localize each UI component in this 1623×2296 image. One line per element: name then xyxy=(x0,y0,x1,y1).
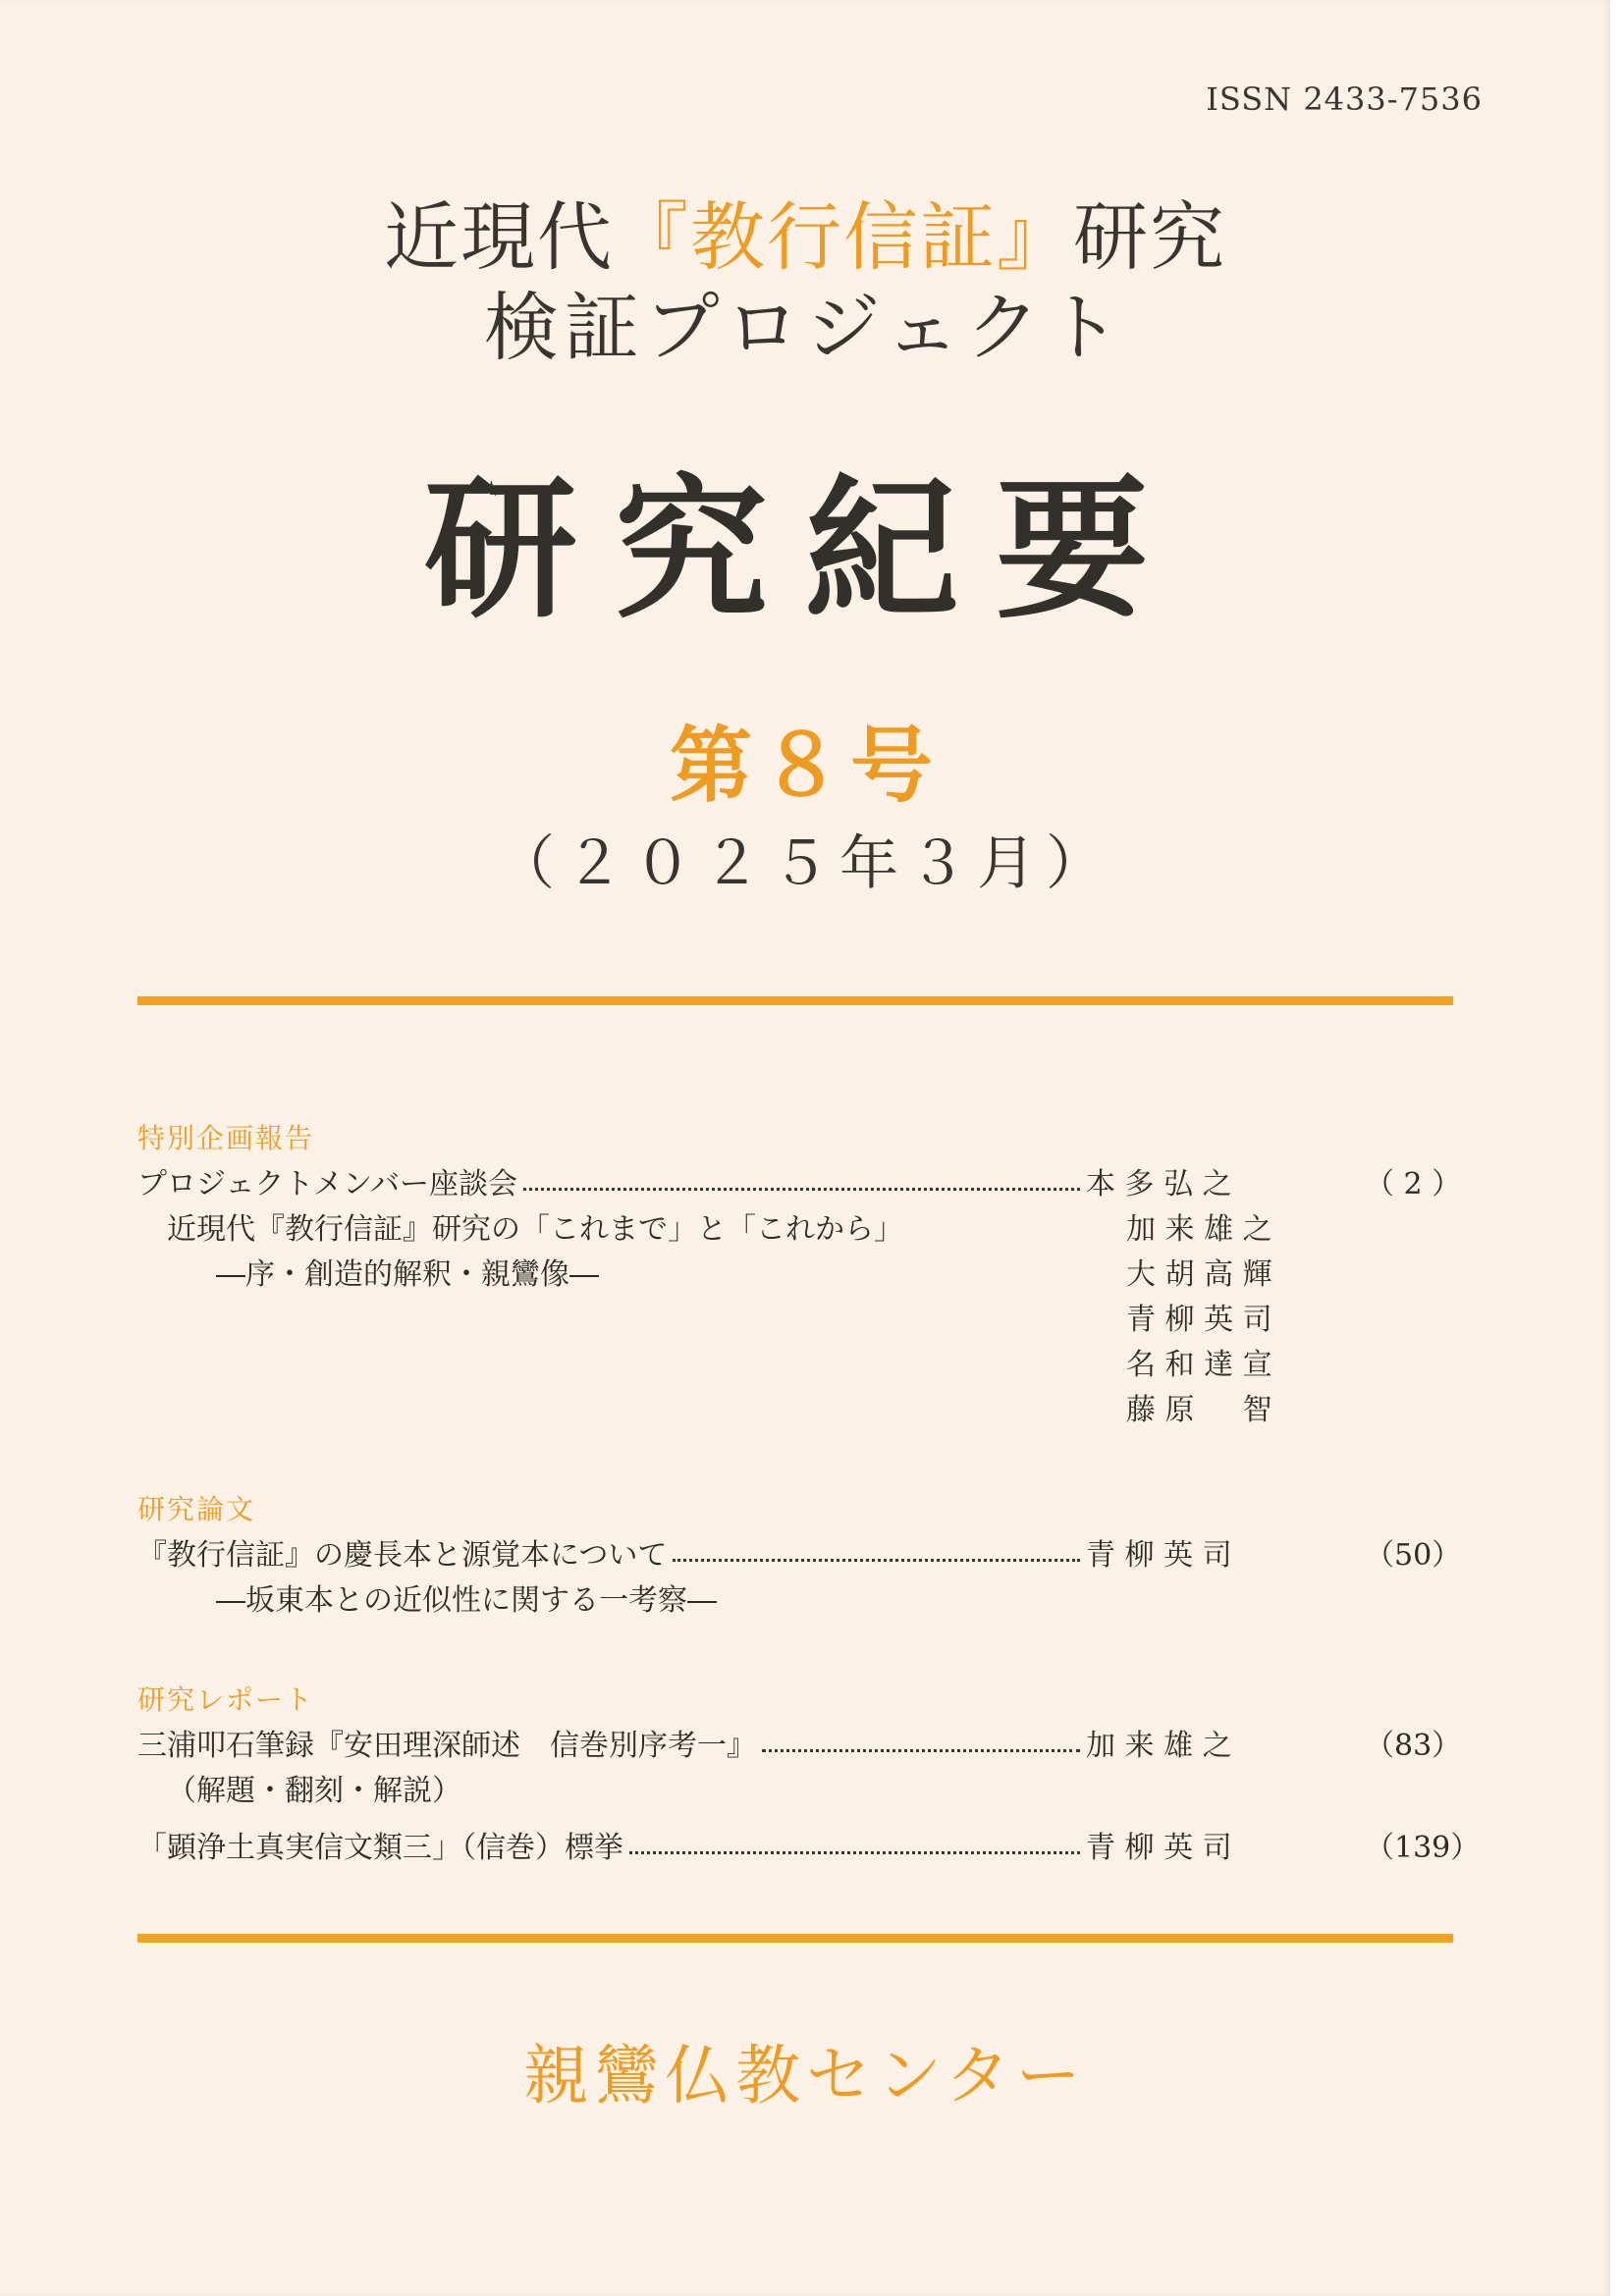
co-author: 藤 原 智 xyxy=(1126,1393,1272,1427)
title-suffix: 研究 xyxy=(1073,193,1226,281)
project-title-line2: 検証プロジェクト xyxy=(483,284,1127,371)
title-highlight: 『教行信証』 xyxy=(614,193,1073,281)
section-label: 研究論文 xyxy=(137,1493,256,1525)
dot-leader xyxy=(762,1724,1080,1752)
project-title-line1 xyxy=(0,192,1610,283)
entry-page: （ 2 ） xyxy=(1365,1167,1462,1201)
title-prefix: 近現代 xyxy=(384,193,614,281)
project-title xyxy=(0,192,1610,373)
entry-author: 本 多 弘 之 xyxy=(1086,1167,1232,1201)
entry-title: 三浦叩石筆録『安田理深師述 信巻別序考一』 xyxy=(137,1729,756,1763)
issue-number: 第８号 xyxy=(669,717,941,814)
publisher-name: 親鸞仏教センター xyxy=(523,2038,1087,2113)
section-label: 特別企画報告 xyxy=(137,1122,315,1154)
bottom-divider xyxy=(137,1934,1453,1943)
entry-title: 「顕浄土真実信文類三」（信巻）標挙 xyxy=(137,1831,623,1865)
co-author: 名 和 達 宣 xyxy=(1126,1348,1272,1382)
entry-author: 加 来 雄 之 xyxy=(1086,1729,1232,1763)
section-label: 研究レポート xyxy=(137,1683,315,1716)
co-author: 加 来 雄 之 xyxy=(1126,1212,1272,1247)
issue-date: （２０２５年３月） xyxy=(496,829,1114,898)
entry-subtitle: ―坂東本との近似性に関する一考察― xyxy=(216,1583,717,1618)
toc-entry[interactable] xyxy=(137,1724,1462,1814)
entry-page: （83） xyxy=(1365,1729,1462,1763)
entry-author: 青 柳 英 司 xyxy=(1086,1538,1232,1573)
dot-leader xyxy=(673,1533,1080,1562)
toc-entry[interactable] xyxy=(137,1162,1462,1433)
entry-subtitle: （解題・翻刻・解説） xyxy=(167,1774,461,1808)
co-author: 青 柳 英 司 xyxy=(1126,1303,1272,1337)
toc-entry[interactable] xyxy=(137,1826,1481,1871)
table-of-contents xyxy=(137,1117,1481,1871)
top-divider xyxy=(137,996,1453,1005)
entry-page: （50） xyxy=(1365,1538,1462,1573)
entry-title: 『教行信証』の慶長本と源覚本について xyxy=(137,1538,668,1573)
dot-leader xyxy=(523,1162,1080,1191)
co-author: 大 胡 高 輝 xyxy=(1126,1257,1272,1292)
issn-number: ISSN 2433-7536 xyxy=(1206,80,1483,118)
entry-title: プロジェクトメンバー座談会 xyxy=(137,1167,517,1201)
entry-page: （139） xyxy=(1365,1831,1481,1865)
dot-leader xyxy=(629,1826,1080,1854)
entry-subtitle-2: ―序・創造的解釈・親鸞像― xyxy=(216,1257,599,1292)
entry-author: 青 柳 英 司 xyxy=(1086,1831,1232,1865)
entry-subtitle: 近現代『教行信証』研究の「これまで」と「これから」 xyxy=(167,1212,903,1247)
toc-entry[interactable] xyxy=(137,1533,1462,1624)
main-title: 研究紀要 xyxy=(424,459,1186,639)
